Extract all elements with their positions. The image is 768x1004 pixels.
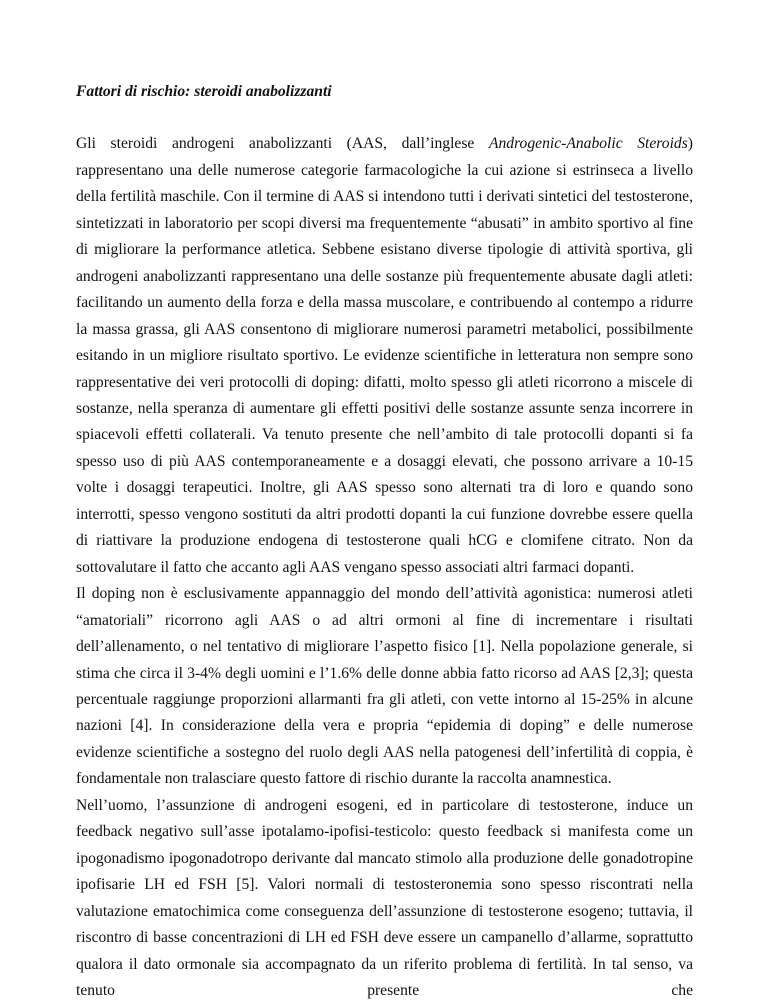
document-page bbox=[76, 79, 693, 1004]
paragraph-1 bbox=[76, 131, 693, 581]
paragraph-1-rest: ) rappresentano una delle numerose categorie farmacologiche la cui azione si estrinseca a livello della fertilità maschile. Con il termine di AAS si intendono tutti i derivati sintetici del testosterone, sintetizzati in laboratorio per scopi diversi ma frequentemente “abusati” in ambito sportivo al fine di migliorare la performance atletica. Sebbene esistano diverse tipologie di attività sportiva, gli androgeni anabolizzanti rappresentano una delle sostanze più frequentemente abusate dagli atleti: facilitando un aumento della forza e della massa muscolare, e contribuendo al contempo a ridurre la massa grassa, gli AAS consentono di migliorare numerosi parametri metabolici, possibilmente esitando in un migliore risultato sportivo. Le evidenze scientifiche in letteratura non sempre sono rappresentative dei veri protocolli di doping: difatti, molto spesso gli atleti ricorrono a miscele di sostanze, nella speranza di aumentare gli effetti positivi delle sostanze assunte senza incorrere in spiacevoli effetti collaterali. Va tenuto presente che nell’ambito di tale protocolli dopanti si fa spesso uso di più AAS contemporaneamente e a dosaggi elevati, che possono arrivare a 10-15 volte i dosaggi terapeutici. Inoltre, gli AAS spesso sono alternati tra di loro e quando sono interrotti, spesso vengono sostituti da altri prodotti dopanti la cui funzione dovrebbe essere quella di riattivare la produzione endogena di testosterone quali hCG e clomifene citrato. Non da sottovalutare il fatto che accanto agli AAS vengano spesso associati altri farmaci dopanti. bbox=[76, 135, 693, 576]
paragraph-3: Nell’uomo, l’assunzione di androgeni esogeni, ed in particolare di testosterone, induce un feedback negativo sull’asse ipotalamo-ipofisi-testicolo: questo feedback si manifesta come un ipogonadismo ipogonadotropo derivante dal mancato stimolo alla produzione delle gonadotropine ipofisarie LH ed FSH [5]. Valori normali di testosteronemia sono spesso riscontrati nella valutazione ematochimica come conseguenza dell’assunzione di testosterone esogeno; tuttavia, il riscontro di basse concentrazioni di LH ed FSH deve essere un campanello d’allarme, soprattutto qualora il dato ormonale sia accompagnato da un riferito problema di fertilità. In tal senso, va tenuto presente che bbox=[76, 796, 693, 999]
paragraph-1-start: Gli steroidi androgeni anabolizzanti (AAS, dall’inglese bbox=[76, 135, 489, 153]
paragraph-2: Il doping non è esclusivamente appannaggio del mondo dell’attività agonistica: numerosi atleti “amatoriali” ricorrono agli AAS o ad altri ormoni al fine di incrementare i risultati dell’allenamento, o nel tentativo di migliorare l’aspetto fisico [1]. Nella popolazione generale, si stima che circa il 3-4% degli uomini e l’1.6% delle donne abbia fatto ricorso ad AAS [2,3]; questa percentuale raggiunge proporzioni allarmanti fra gli atleti, con vette intorno al 15-25% in alcune nazioni [4]. In considerazione della vera e propria “epidemia di doping” e delle numerose evidenze scientifiche a sostegno del ruolo degli AAS nella patogenesi dell’infertilità di coppia, è fondamentale non tralasciare questo fattore di rischio durante la raccolta anamnestica. bbox=[76, 585, 693, 788]
section-title: Fattori di rischio: steroidi anabolizzanti bbox=[76, 83, 332, 100]
paragraph-1-italic-term: Androgenic-Anabolic Steroids bbox=[488, 135, 688, 153]
